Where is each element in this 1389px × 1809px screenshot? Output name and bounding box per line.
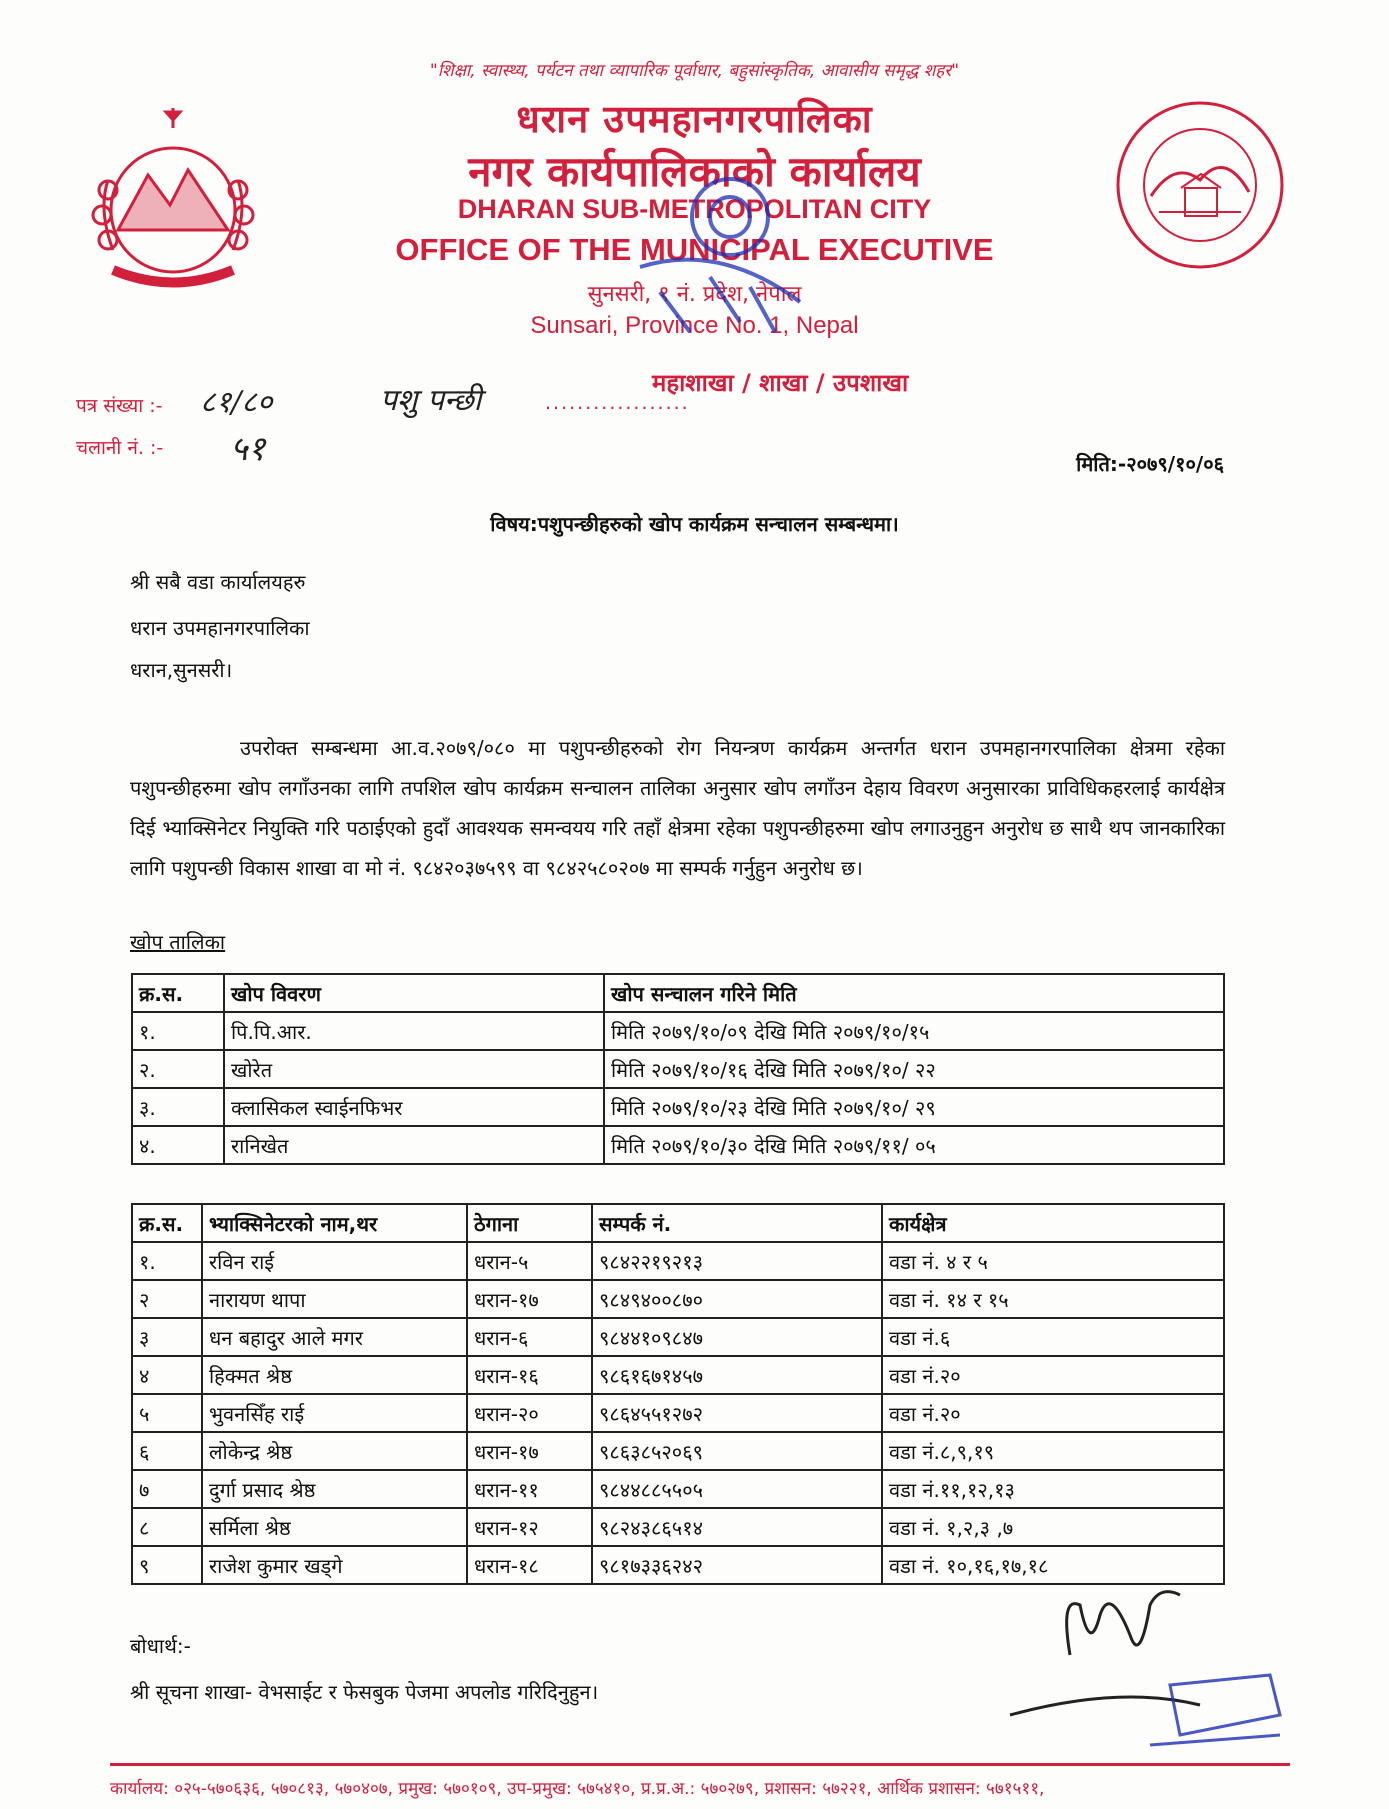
table-row	[132, 1050, 1224, 1088]
table-cell: ९८६३८५२०६९	[592, 1432, 882, 1470]
office-stamp-icon	[600, 172, 830, 352]
footer-divider	[110, 1763, 1290, 1766]
letter-date: मिति:-२०७९/१०/०६	[1076, 452, 1224, 476]
office-name-en: OFFICE OF THE MUNICIPAL EXECUTIVE	[395, 232, 994, 267]
table-cell: वडा नं.२०	[882, 1394, 1224, 1432]
table-cell: मिति २०७९/१०/२३ देखि मिति २०७९/१०/ २९	[604, 1088, 1224, 1126]
table-row	[132, 1356, 1224, 1394]
table-cell: ९	[132, 1546, 202, 1584]
table-cell: ९८४४८८५५०५	[592, 1470, 882, 1508]
table-cell: ९८६१६७१४५७	[592, 1356, 882, 1394]
subject-line: विषय:पशुपन्छीहरुको खोप कार्यक्रम सन्चालन सम्बन्धमा।	[490, 512, 899, 536]
table-cell: मिति २०७९/१०/०९ देखि मिति २०७९/१०/१५	[604, 1012, 1224, 1050]
table-cell: धरान-६	[467, 1318, 592, 1356]
column-header: खोप विवरण	[224, 974, 604, 1012]
table-cell: ९८४९४००८७०	[592, 1280, 882, 1318]
table-cell: वडा नं. १४ र १५	[882, 1280, 1224, 1318]
table-row	[132, 1242, 1224, 1280]
table-header-row	[132, 1204, 1224, 1242]
table-cell: २.	[132, 1050, 224, 1088]
table-cell: वडा नं.६	[882, 1318, 1224, 1356]
letter-number-value: ८१/८०	[200, 385, 273, 420]
table-row	[132, 1012, 1224, 1050]
table-cell: राजेश कुमार खड्गे	[202, 1546, 467, 1584]
column-header: ठेगाना	[467, 1204, 592, 1242]
table-cell: वडा नं. १०,१६,१७,१८	[882, 1546, 1224, 1584]
table-cell: वडा नं.२०	[882, 1356, 1224, 1394]
municipality-name-en: DHARAN SUB-METROPOLITAN CITY	[457, 194, 932, 224]
table-cell: ९८४२२१९२१३	[592, 1242, 882, 1280]
table-cell: सर्मिला श्रेष्ठ	[202, 1508, 467, 1546]
table-row	[132, 1126, 1224, 1164]
table-cell: धरान-५	[467, 1242, 592, 1280]
city-seal-icon	[1115, 100, 1285, 270]
office-name-np: नगर कार्यपालिकाको कार्यालय	[468, 147, 921, 196]
branch-label: महाशाखा / शाखा / उपशाखा	[652, 369, 909, 397]
address-en: Sunsari, Province No. 1, Nepal	[530, 312, 859, 339]
nepal-emblem-icon	[78, 100, 268, 300]
table-cell: १.	[132, 1242, 202, 1280]
dispatch-number-value: ५१	[230, 429, 266, 469]
table-cell: ४.	[132, 1126, 224, 1164]
column-header: क्र.स.	[132, 1204, 202, 1242]
column-header: कार्यक्षेत्र	[882, 1204, 1224, 1242]
table-cell: धरान-१७	[467, 1280, 592, 1318]
table-cell: दुर्गा प्रसाद श्रेष्ठ	[202, 1470, 467, 1508]
column-header: खोप सन्चालन गरिने मिति	[604, 974, 1224, 1012]
letter-number-label: पत्र संख्या :-	[76, 395, 163, 417]
signature-icon	[1000, 1575, 1300, 1775]
table-cell: हिक्मत श्रेष्ठ	[202, 1356, 467, 1394]
table-cell: भुवनसिँह राई	[202, 1394, 467, 1432]
table-row	[132, 1470, 1224, 1508]
table-cell: ९८१७३३६२४२	[592, 1546, 882, 1584]
table-cell: ५	[132, 1394, 202, 1432]
column-header: भ्याक्सिनेटरको नाम,थर	[202, 1204, 467, 1242]
table-row	[132, 1088, 1224, 1126]
table-cell: मिति २०७९/१०/३० देखि मिति २०७९/११/ ०५	[604, 1126, 1224, 1164]
table-cell: रानिखेत	[224, 1126, 604, 1164]
dispatch-number-label: चलानी नं. :-	[76, 437, 164, 459]
table-cell: ९८६४५५१२७२	[592, 1394, 882, 1432]
table-cell: ३.	[132, 1088, 224, 1126]
table-cell: क्लासिकल स्वाईनफिभर	[224, 1088, 604, 1126]
table-cell: ६	[132, 1432, 202, 1470]
address-np: सुनसरी, १ नं. प्रदेश, नेपाल	[587, 282, 802, 307]
vaccinator-table	[131, 1203, 1225, 1585]
recipient-line-1: श्री सबै वडा कार्यालयहरु	[130, 570, 306, 594]
table-row	[132, 1280, 1224, 1318]
table-cell: धरान-१२	[467, 1508, 592, 1546]
column-header: क्र.स.	[132, 974, 224, 1012]
table-cell: ४	[132, 1356, 202, 1394]
table-cell: ९८४४१०९८४७	[592, 1318, 882, 1356]
table-row	[132, 1394, 1224, 1432]
vaccination-schedule-title: खोप तालिका	[130, 930, 226, 954]
table-cell: धरान-१८	[467, 1546, 592, 1584]
table-cell: १.	[132, 1012, 224, 1050]
table-header-row	[132, 974, 1224, 1012]
table-cell: पि.पि.आर.	[224, 1012, 604, 1050]
table-cell: धरान-२०	[467, 1394, 592, 1432]
table-cell: ८	[132, 1508, 202, 1546]
column-header: सम्पर्क नं.	[592, 1204, 882, 1242]
letter-body: उपरोक्त सम्बन्धमा आ.व.२०७९/०८० मा पशुपन्छीहरुको रोग नियन्त्रण कार्यक्रम अन्तर्गत धरान उपमहानगरपालिका क्षेत्रमा रहेका पशुपन्छीहरुमा खोप लगाँउनका लागि तपशिल खोप कार्यक्रम सन्चालन तालिका अनुसार खोप लगाँउन देहाय विवरण अनुसारका प्राविधिकहरलाई कार्यक्षेत्र दिई भ्याक्सिनेटर नियुक्ति गरि पठाईएको हुदाँ आवश्यक समन्वयय गरि तहाँ क्षेत्रमा रहेका पशुपन्छीहरुमा खोप लगाउनुहुन अनुरोध छ साथै थप जानकारिका लागि पशुपन्छी विकास शाखा वा मो नं. ९८४२०३७५९९ वा ९८४२५८०२०७ मा सम्पर्क गर्नुहुन अनुरोध छ।	[130, 736, 1225, 880]
table-cell: धन बहादुर आले मगर	[202, 1318, 467, 1356]
table-cell: वडा नं. १,२,३ ,७	[882, 1508, 1224, 1546]
table-cell: धरान-१७	[467, 1432, 592, 1470]
table-row	[132, 1432, 1224, 1470]
recipient-line-2: धरान उपमहानगरपालिका	[130, 616, 310, 640]
table-cell: वडा नं. ४ र ५	[882, 1242, 1224, 1280]
branch-handwritten: पशु पन्छी	[380, 383, 482, 418]
footer-contacts: कार्यालय: ०२५-५७०६३६, ५७०८१३, ५७०४०७, प्रमुख: ५७०१०९, उप-प्रमुख: ५७५४१०, प्र.प्र.अ.: ५७०२७९, प्रशासन: ५७२२१, आर्थिक प्रशासन: ५७१५११,	[110, 1779, 1045, 1799]
table-row	[132, 1318, 1224, 1356]
table-cell: ९८२४३८६५१४	[592, 1508, 882, 1546]
table-cell: धरान-१६	[467, 1356, 592, 1394]
table-cell: खोरेत	[224, 1050, 604, 1088]
vaccination-schedule-table	[131, 973, 1225, 1165]
cc-line: श्री सूचना शाखा- वेभसाईट र फेसबुक पेजमा अपलोड गरिदिनुहुन।	[130, 1680, 599, 1704]
table-cell: वडा नं.८,९,१९	[882, 1432, 1224, 1470]
table-cell: ७	[132, 1470, 202, 1508]
recipient-line-3: धरान,सुनसरी।	[130, 658, 233, 682]
municipality-name-np: धरान उपमहानगरपालिका	[516, 97, 873, 141]
table-row	[132, 1508, 1224, 1546]
table-cell: रविन राई	[202, 1242, 467, 1280]
table-cell: नारायण थापा	[202, 1280, 467, 1318]
table-cell: वडा नं.११,१२,१३	[882, 1470, 1224, 1508]
table-cell: २	[132, 1280, 202, 1318]
cc-label: बोधार्थ:-	[130, 1634, 191, 1658]
table-cell: धरान-११	[467, 1470, 592, 1508]
table-cell: लोकेन्द्र श्रेष्ठ	[202, 1432, 467, 1470]
table-cell: मिति २०७९/१०/१६ देखि मिति २०७९/१०/ २२	[604, 1050, 1224, 1088]
dotted-line: ..................	[545, 392, 690, 414]
letterhead-motto: "शिक्षा, स्वास्थ्य, पर्यटन तथा व्यापारिक पूर्वाधार, बहुसांस्कृतिक, आवासीय समृद्ध शहर"	[429, 61, 960, 81]
table-cell: ३	[132, 1318, 202, 1356]
